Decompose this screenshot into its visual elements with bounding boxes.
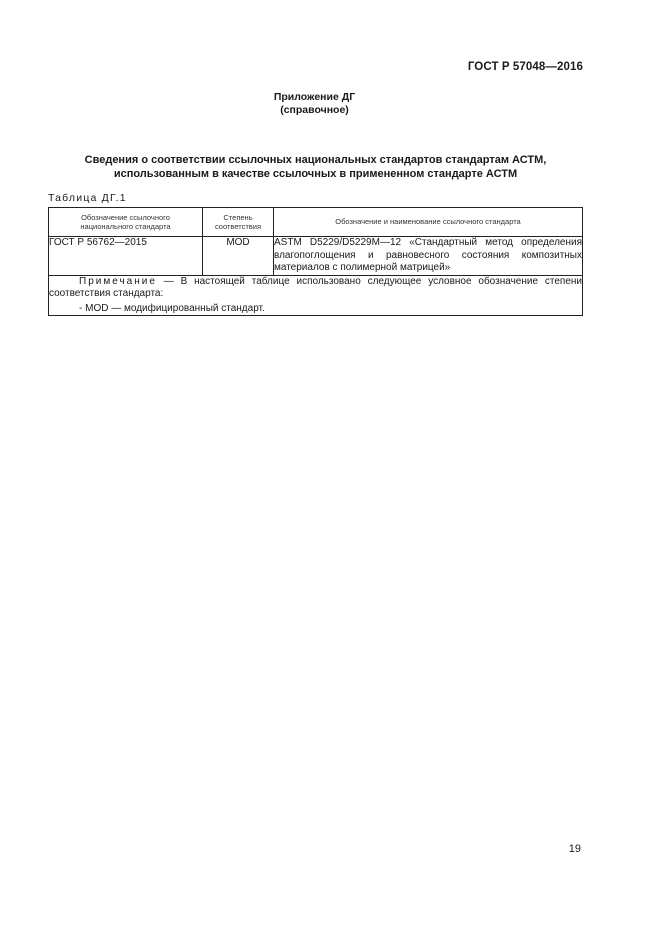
section-heading xyxy=(48,153,583,181)
table-note xyxy=(49,275,583,316)
cell-reference-standard: ASTM D5229/D5229M—12 «Стандартный метод определения влагопоглощения и равновесного состояния композитных материалов с полимерной матрицей» xyxy=(274,237,582,273)
appendix-subtitle: (справочное) xyxy=(280,104,349,116)
standards-table xyxy=(48,207,583,316)
note-body: — В настоящей таблице использовано следующее условное обозначение степени соответствия стандарта: xyxy=(49,275,582,299)
cell-degree: MOD xyxy=(203,237,274,276)
appendix-title: Приложение ДГ xyxy=(273,91,356,103)
section-heading-line-1: Сведения о соответствии ссылочных национальных стандартов стандартам АСТМ, xyxy=(84,154,547,166)
note-label: Примечание xyxy=(79,275,157,287)
table-header-row xyxy=(49,208,583,237)
table-note-row xyxy=(49,275,583,316)
column-header-reference-standard xyxy=(274,208,583,237)
column-header-national-standard xyxy=(49,208,203,237)
table-row xyxy=(49,237,583,276)
column-header-label: Обозначение и наименование ссылочного стандарта xyxy=(335,217,521,227)
column-header-label: Степень соответствия xyxy=(214,212,262,231)
column-header-label: Обозначение ссылочного национального стандарта xyxy=(80,212,171,231)
note-list-item: - MOD — модифицированный стандарт. xyxy=(79,302,265,314)
column-header-degree xyxy=(203,208,274,237)
section-heading-line-2: использованным в качестве ссылочных в примененном стандарте АСТМ xyxy=(113,168,518,180)
note-text xyxy=(49,276,582,301)
page-number: 19 xyxy=(568,843,581,855)
document-code: ГОСТ Р 57048—2016 xyxy=(467,61,583,73)
appendix-header xyxy=(0,91,629,117)
cell-national-standard: ГОСТ Р 56762—2015 xyxy=(49,237,203,276)
table-caption: Таблица ДГ.1 xyxy=(48,192,127,204)
